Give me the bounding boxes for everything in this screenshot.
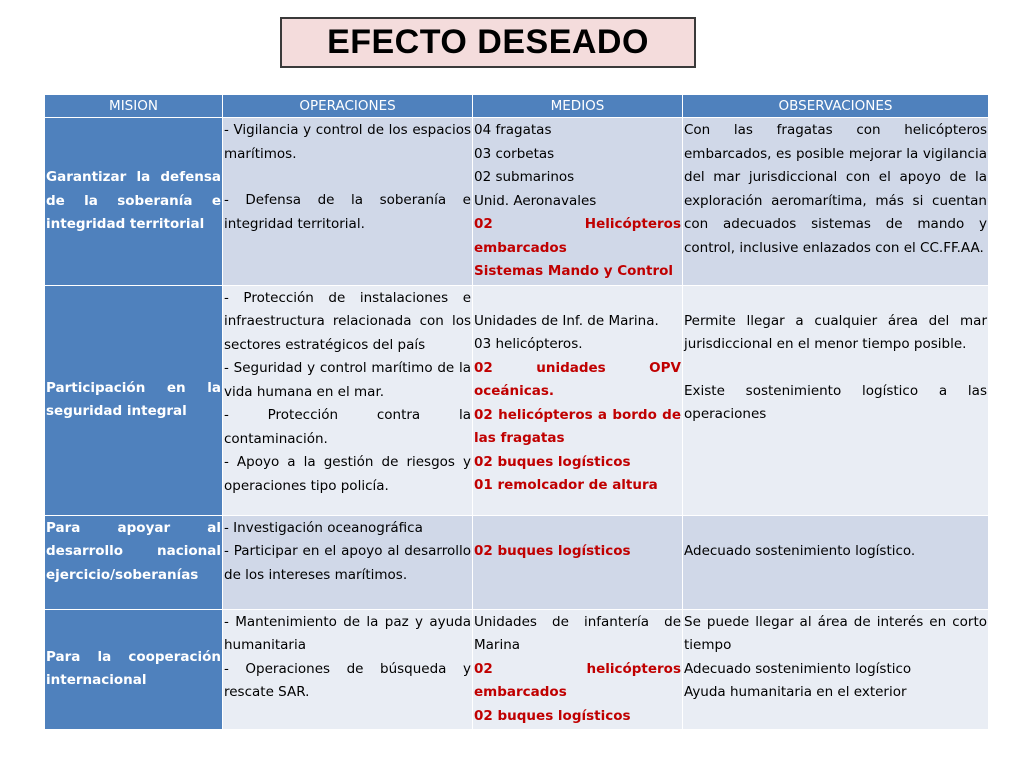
operaciones-cell: [223, 515, 473, 609]
table-row: [45, 609, 989, 730]
observacion-item: Ayuda humanitaria en el exterior: [684, 684, 907, 700]
medio-item-highlight: Sistemas Mando y Control: [474, 263, 674, 279]
mision-cell: Garantizar la defensa de la soberanía e integridad territorial: [45, 118, 223, 286]
mision-cell: Para apoyar al desarrollo nacional ejercicio/soberanías: [45, 515, 223, 609]
operacion-item: - Participar en el apoyo al desarrollo de los intereses marítimos.: [224, 543, 471, 583]
header-medios: MEDIOS: [473, 95, 683, 118]
medios-cell: [473, 609, 683, 730]
mision-cell: Participación en la seguridad integral: [45, 285, 223, 515]
table-row: [45, 515, 989, 609]
medios-cell: [473, 118, 683, 286]
medio-item-highlight: 02 helicópteros embarcados: [474, 660, 681, 700]
medio-item-highlight: 02 buques logísticos: [474, 453, 631, 470]
operaciones-cell: [223, 609, 473, 730]
operacion-item: - Defensa de la soberanía e integridad territorial.: [224, 192, 471, 232]
medio-item-highlight: 02 buques logísticos: [474, 707, 631, 724]
medio-item: 02 submarinos: [474, 169, 575, 185]
medio-item-highlight: 02 helicópteros a bordo de las fragatas: [474, 406, 681, 446]
observaciones-cell: [683, 515, 989, 609]
operacion-item: - Investigación oceanográfica: [224, 519, 423, 536]
header-mision: MISION: [45, 95, 223, 118]
header-operaciones: OPERACIONES: [223, 95, 473, 118]
medio-item: 03 corbetas: [474, 145, 555, 162]
title-box: [280, 17, 696, 68]
operacion-item: - Protección de instalaciones e infraestructura relacionada con los sectores estratégicos del país: [224, 289, 471, 353]
table-header-row: [45, 95, 989, 118]
observaciones-cell: [683, 609, 989, 730]
observacion-item: Existe sostenimiento logístico a las operaciones: [684, 382, 987, 422]
operacion-item: - Vigilancia y control de los espacios marítimos.: [224, 122, 471, 162]
observacion-item: Con las fragatas con helicópteros embarcados, es posible mejorar la vigilancia del mar jurisdiccional con el apoyo de la exploración aeromarítima, más si cuentan con adecuados sistemas de mando y control, inclusive enlazados con el CC.FF.AA.: [684, 122, 987, 256]
medio-item: 04 fragatas: [474, 122, 552, 138]
spacer: [224, 166, 471, 189]
page-title: EFECTO DESEADO: [327, 23, 649, 61]
medio-item: Unidades de Inf. de Marina.: [474, 312, 659, 329]
observacion-item: Permite llegar a cualquier área del mar jurisdiccional en el menor tiempo posible.: [684, 312, 987, 352]
operacion-item: - Apoyo a la gestión de riesgos y operaciones tipo policía.: [224, 454, 471, 494]
observacion-item: Adecuado sostenimiento logístico: [684, 660, 912, 677]
operaciones-cell: [223, 118, 473, 286]
medio-item-highlight: 02 unidades OPV oceánicas.: [474, 359, 681, 399]
medio-item: Unidades de infantería de Marina: [474, 613, 681, 653]
observaciones-cell: [683, 118, 989, 286]
medios-cell: [473, 285, 683, 515]
operacion-item: - Mantenimiento de la paz y ayuda humanitaria: [224, 613, 471, 653]
spacer: [684, 357, 987, 380]
medio-item-highlight: 02 Helicópteros embarcados: [474, 216, 681, 256]
efecto-deseado-table: [44, 94, 989, 730]
medio-item-highlight: 01 remolcador de altura: [474, 477, 658, 493]
mision-cell: Para la cooperación internacional: [45, 609, 223, 730]
table-row: [45, 285, 989, 515]
operacion-item: - Operaciones de búsqueda y rescate SAR.: [224, 660, 471, 700]
operacion-item: - Seguridad y control marítimo de la vida humana en el mar.: [224, 360, 471, 400]
medios-cell: [473, 515, 683, 609]
observacion-item: Adecuado sostenimiento logístico.: [684, 542, 916, 559]
table-row: [45, 118, 989, 286]
medio-item-highlight: 02 buques logísticos: [474, 542, 631, 559]
observacion-item: Se puede llegar al área de interés en corto tiempo: [684, 613, 987, 653]
operaciones-cell: [223, 285, 473, 515]
header-observaciones: OBSERVACIONES: [683, 95, 989, 118]
medio-item: 03 helicópteros.: [474, 336, 583, 352]
operacion-item: - Protección contra la contaminación.: [224, 407, 471, 447]
observaciones-cell: [683, 285, 989, 515]
medio-item: Unid. Aeronavales: [474, 192, 597, 209]
